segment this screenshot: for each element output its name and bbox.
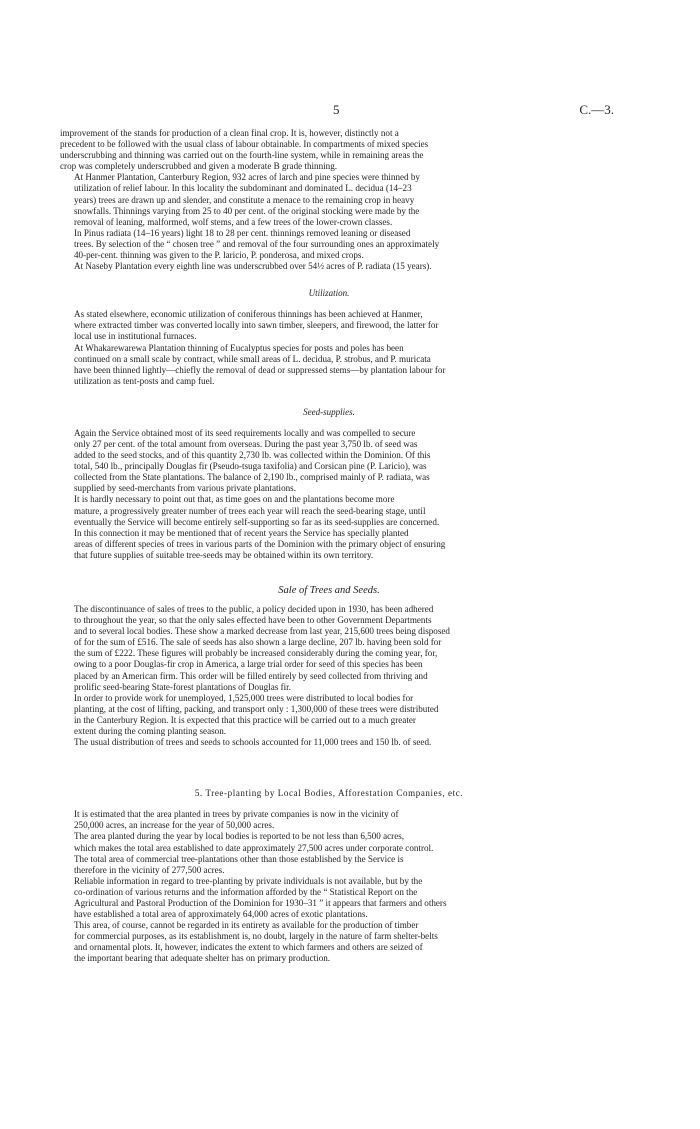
- text-line: improvement of the stands for production of a clean final crop. It is, however, distinctly not a: [60, 128, 399, 138]
- text-line: have established a total area of approximately 64,000 acres of exotic plantations.: [74, 909, 368, 920]
- text-line: areas of different species of trees in various parts of the Dominion with the primary object of ensuring: [74, 538, 446, 549]
- paragraph: [60, 428, 598, 495]
- text-line: prolific seed-bearing State-forest plantations of Douglas fir.: [74, 681, 291, 692]
- section-heading-seed-supplies: Seed-supplies.: [303, 406, 355, 417]
- page-header: [0, 102, 700, 118]
- paragraph: [60, 604, 598, 693]
- section-heading-sale-of-trees: Sale of Trees and Seeds.: [278, 585, 380, 596]
- paragraph: [60, 528, 598, 561]
- text-line: co-ordination of various returns and the information afforded by the “ Statistical Report on the: [74, 886, 418, 897]
- text-line: total, 540 lb., principally Douglas fir (Pseudo-tsuga taxifolia) and Corsican pine (P. Laricio), was: [74, 461, 427, 472]
- paragraph: [60, 128, 598, 172]
- text-line: planting, at the cost of lifting, packing, and transport only : 1,300,000 of these trees were distributed: [74, 703, 439, 714]
- paragraph: [60, 693, 598, 737]
- text-line: added to the seed stocks, and of this quantity 2,730 lb. was collected within the Dominion. Of this: [74, 450, 431, 461]
- paragraph: [60, 261, 598, 272]
- text-line: The discontinuance of sales of trees to the public, a policy decided upon in 1930, has been adhered: [74, 604, 434, 614]
- text-line: precedent to be followed with the usual class of labour obtainable. In compartments of mixed species: [60, 139, 429, 150]
- section-heading-utilization: Utilization.: [308, 288, 350, 299]
- text-line: of for the sum of £516. The sale of seeds has also shown a large decline, 207 lb. having been sold for: [74, 637, 442, 648]
- document-reference: C.—3.: [579, 102, 614, 117]
- text-line: Agricultural and Pastoral Production of the Dominion for 1930–31 ” it appears that farmers and others: [74, 897, 447, 908]
- text-line: At Whakarewarewa Plantation thinning of Eucalyptus species for posts and poles has been: [74, 342, 404, 353]
- text-line: utilization of relief labour. In this locality the subdominant and dominated L. decidua (14–23: [74, 183, 412, 194]
- text-line: placed by an American firm. This order will be filled entirely by seed collected from thriving and: [74, 670, 428, 681]
- text-line: At Naseby Plantation every eighth line was underscrubbed over 54½ acres of P. radiata (15 years).: [74, 261, 432, 272]
- text-line: have been thinned lightly—chiefly the removal of dead or suppressed stems—by plantation labour for: [74, 364, 446, 375]
- page-body: [60, 128, 598, 965]
- text-line: and ornamental plots. It, however, indicates the extent to which farmers and others are seized of: [74, 942, 423, 953]
- text-line: The usual distribution of trees and seeds to schools accounted for 11,000 trees and 150 lb. of seed.: [74, 737, 432, 748]
- paragraph: [60, 920, 598, 964]
- text-line: snowfalls. Thinnings varying from 25 to 40 per cent. of the original stocking were made by the: [74, 205, 420, 216]
- paragraph: [60, 809, 598, 831]
- text-line: only 27 per cent. of the total amount from overseas. During the past year 3,750 lb. of seed was: [74, 438, 418, 449]
- text-line: crop was completely underscrubbed and given a moderate B grade thinning.: [60, 161, 338, 172]
- text-line: trees. By selection of the “ chosen tree ” and removal of the four surrounding ones an approximately: [74, 238, 440, 249]
- text-line: mature, a progressively greater number of trees each year will reach the seed-bearing stage, until: [74, 505, 426, 516]
- text-line: that future supplies of suitable tree-seeds may be obtained within its own territory.: [74, 549, 374, 560]
- text-line: Again the Service obtained most of its seed requirements locally and was compelled to secure: [74, 427, 416, 438]
- text-line: the important bearing that adequate shelter has on primary production.: [74, 953, 331, 964]
- text-line: where extracted timber was converted locally into sawn timber, sleepers, and firewood, the latter for: [74, 320, 439, 331]
- text-line: 250,000 acres, an increase for the year of 50,000 acres.: [74, 820, 275, 831]
- paragraph: [60, 494, 598, 527]
- text-line: The area planted during the year by local bodies is reported to be not less than 6,500 acres,: [74, 831, 405, 842]
- text-line: which makes the total area established to date approximately 27,500 acres under corporate control.: [74, 842, 434, 853]
- page-number: 5: [333, 102, 340, 117]
- text-line: eventually the Service will become entirely self-supporting so far as its seed-supplies are concerned.: [74, 516, 440, 527]
- text-line: utilization as tent-posts and camp fuel.: [74, 375, 215, 386]
- text-line: extent during the coming planting season.: [74, 726, 227, 737]
- text-line: collected from the State plantations. The balance of 2,190 lb., comprised mainly of P. radiata, was: [74, 472, 430, 483]
- paragraph: [60, 172, 598, 227]
- text-line: continued on a small scale by contract, while small areas of L. decidua, P. strobus, and P. muricata: [74, 353, 431, 364]
- text-line: removal of leaning, malformed, wolf stems, and a few trees of the lower-crown classes.: [74, 216, 393, 227]
- text-line: therefore in the vicinity of 277,500 acres.: [74, 864, 225, 875]
- text-line: 40-per-cent. thinning was given to the P. laricio, P. ponderosa, and mixed crops.: [74, 250, 364, 261]
- text-line: It is estimated that the area planted in trees by private companies is now in the vicinity of: [74, 809, 399, 820]
- text-line: In Pinus radiata (14–16 years) light 18 to 28 per cent. thinnings removed leaning or diseased: [74, 227, 411, 238]
- paragraph: [60, 343, 598, 387]
- paragraph: [60, 854, 598, 876]
- text-line: years) trees are drawn up and slender, and constitute a menace to the remaining crop in heavy: [74, 194, 415, 205]
- text-line: and to several local bodies. These show a marked decrease from last year, 215,600 trees being disposed: [74, 626, 450, 637]
- paragraph: [60, 737, 598, 748]
- text-line: As stated elsewhere, economic utilization of coniferous thinnings has been achieved at Hanmer,: [74, 309, 423, 320]
- text-line: It is hardly necessary to point out that, as time goes on and the plantations become more: [74, 494, 395, 505]
- text-line: In order to provide work for unemployed, 1,525,000 trees were distributed to local bodies for: [74, 692, 414, 703]
- section-heading-tree-planting: 5. Tree-planting by Local Bodies, Afforestation Companies, etc.: [194, 788, 464, 799]
- text-line: Reliable information in regard to tree-planting by private individuals is not available, but by the: [74, 875, 423, 886]
- paragraph: [60, 831, 598, 853]
- text-line: This area, of course, cannot be regarded in its entirety as available for the production of timber: [74, 920, 419, 931]
- text-line: supplied by seed-merchants from various private plantations.: [74, 483, 296, 494]
- paragraph: [60, 309, 598, 342]
- text-line: in the Canterbury Region. It is expected that this practice will be carried out to a much greater: [74, 714, 416, 725]
- text-line: local use in institutional furnaces.: [74, 331, 197, 342]
- paragraph: [60, 876, 598, 920]
- text-line: At Hanmer Plantation, Canterbury Region, 932 acres of larch and pine species were thinned by: [74, 172, 420, 183]
- text-line: to throughout the year, so that the only sales effected have been to other Government Departments: [74, 615, 432, 626]
- text-line: the sum of £222. These figures will probably be increased considerably during the coming year, for,: [74, 648, 438, 659]
- text-line: In this connection it may be mentioned that of recent years the Service has specially planted: [74, 527, 409, 538]
- text-line: for commercial purposes, as its establishment is, no doubt, largely in the nature of farm shelter-belts: [74, 931, 438, 942]
- text-line: owing to a poor Douglas-fir crop in America, a large trial order for seed of this species has been: [74, 659, 423, 670]
- text-line: underscrubbing and thinning was carried out on the fourth-line system, while in remaining areas the: [60, 150, 424, 161]
- paragraph: [60, 228, 598, 261]
- text-line: The total area of commercial tree-plantations other than those established by the Service is: [74, 853, 404, 864]
